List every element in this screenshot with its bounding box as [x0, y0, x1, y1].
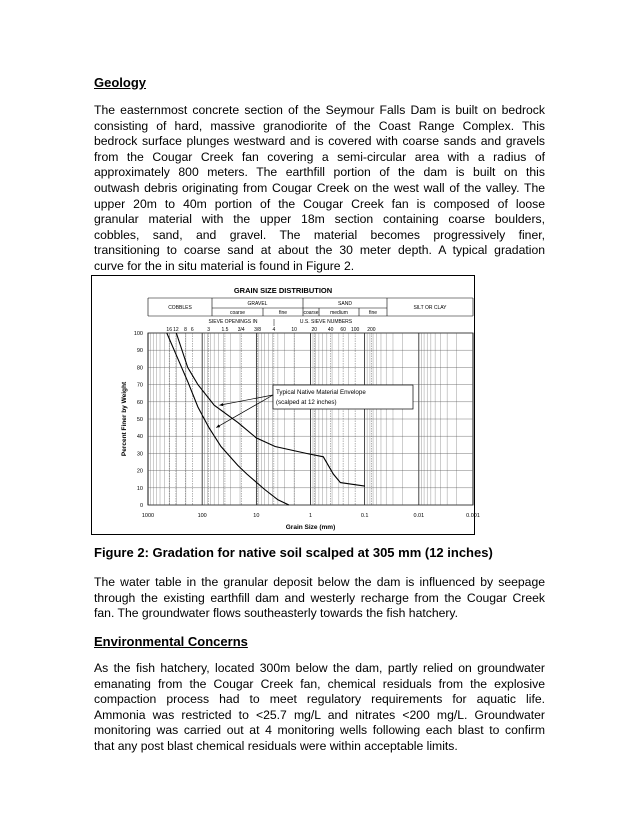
class-gravel-fine-label: fine [278, 310, 288, 316]
paragraph-line: curve for the in situ material is found in Figure 2. [94, 258, 355, 273]
sieve-inch-label: 12 [173, 327, 179, 333]
paragraph-line: granular material with the upper 18m section containing coarse boulders, [94, 212, 545, 227]
sieve-number-label: 4 [272, 327, 276, 333]
sieve-number-label: 60 [340, 327, 346, 333]
paragraph-line: upper 20m to 40m portion of the Cougar Creek fan is composed of loose [94, 196, 545, 211]
section-heading-geology: Geology [94, 75, 147, 90]
paragraph-line: outwash debris originating from Cougar Creek on the west wall of the valley. The [94, 180, 545, 195]
y-tick-label: 100 [133, 331, 143, 337]
x-tick-label: 100 [197, 513, 207, 519]
class-sand-medium-label: medium [330, 310, 348, 316]
figure-caption: Figure 2: Gradation for native soil scalped at 305 mm (12 inches) [94, 545, 493, 560]
paragraph-line: consisting of hard, massive granodiorite of the Coast Range Complex. This [94, 118, 545, 133]
paragraph-line: bedrock surface plunges westward and is covered with coarse sands and gravels [94, 134, 545, 149]
paragraph-line: compaction process had to meet regulatory requirements for aquatic life. [94, 692, 545, 707]
sieve-inch-label: 3/4 [237, 327, 245, 333]
sieve-openings-label: SIEVE OPENINGS IN [208, 319, 258, 325]
paragraph-line: transitioning to coarse sand at about the 30 meter depth. A typical gradation [94, 243, 545, 258]
y-tick-label: 60 [136, 399, 143, 406]
paragraph-line: emanating from the Cougar Creek fan, chemical residuals from the explosive [94, 676, 545, 691]
paragraph-line: fan. The groundwater flows southeasterly towards the fish hatchery. [94, 606, 459, 621]
x-tick-label: 0.1 [360, 513, 369, 519]
class-sand-fine-label: fine [368, 310, 378, 316]
y-tick-label: 30 [136, 451, 143, 458]
sieve-inch-label: 8 [184, 327, 187, 333]
annotation-line-1: Typical Native Material Envelope [276, 389, 366, 396]
sieve-number-label: 100 [350, 327, 360, 333]
paragraph-line: from the Cougar Creek fan covering a semi-circular area with a radius of [94, 149, 545, 164]
x-tick-label: 1 [308, 513, 313, 519]
us-sieve-numbers-label: U.S. SIEVE NUMBERS [299, 319, 353, 325]
y-tick-label: 90 [136, 348, 143, 355]
paragraph-geology [94, 103, 545, 275]
class-cobbles-label: COBBLES [168, 305, 192, 311]
paragraph-line: As the fish hatchery, located 300m below the dam, partly relied on groundwater [94, 661, 545, 675]
sieve-inch-label: 3/8 [254, 327, 262, 333]
class-sand-coarse-label: coarse [303, 310, 319, 316]
paragraph-line: Ammonia was restricted to <25.7 mg/L and nitrates <200 mg/L. Groundwater [94, 707, 545, 722]
y-axis-label: Percent Finer by Weight [121, 381, 128, 457]
x-tick-label: 10 [253, 513, 260, 519]
y-tick-label: 80 [136, 365, 143, 372]
paragraph-line: monitoring was carried out at 4 monitoring wells following each blast to confirm [94, 723, 545, 738]
paragraph-line: approximately 800 meters. The earthfill portion of the dam is built on this [94, 165, 545, 180]
class-sand-label: SAND [338, 301, 352, 307]
sieve-number-label: 10 [291, 327, 297, 333]
y-tick-label: 70 [136, 382, 143, 389]
paragraph-water-table [94, 575, 545, 622]
sieve-number-label: 40 [327, 327, 334, 333]
grain-size-chart [91, 275, 480, 535]
y-tick-label: 10 [136, 485, 143, 492]
x-tick-label: 0.001 [466, 513, 480, 519]
paragraph-environmental [94, 661, 545, 755]
x-axis-label: Grain Size (mm) [285, 524, 336, 531]
sieve-inch-label: 3 [207, 327, 211, 333]
paragraph-line: The water table in the granular deposit below the dam is influenced by seepage [94, 575, 545, 589]
class-gravel-label: GRAVEL [247, 301, 268, 307]
sieve-inch-label: 16 [166, 327, 172, 333]
section-heading-environmental: Environmental Concerns [94, 634, 248, 649]
paragraph-line: through the existing earthfill dam and westerly recharge from the Cougar Creek [94, 590, 545, 605]
y-tick-label: 0 [139, 503, 143, 509]
annotation-line-2: (scalped at 12 inches) [276, 399, 337, 406]
paragraph-line: cobbles, sand, and gravel. The material becomes progressively finer, [94, 227, 545, 242]
y-tick-label: 20 [136, 468, 143, 475]
class-silt-clay-label: SILT OR CLAY [413, 305, 447, 311]
sieve-inch-label: 1.5 [221, 327, 229, 333]
y-tick-label: 50 [136, 417, 143, 423]
class-gravel-coarse-label: coarse [229, 310, 246, 316]
chart-title: GRAIN SIZE DISTRIBUTION [233, 286, 333, 295]
sieve-number-label: 200 [367, 327, 376, 333]
paragraph-line: that any post blast chemical residuals were within acceptable limits. [94, 738, 458, 753]
sieve-inch-label: 6 [190, 327, 194, 333]
x-tick-label: 1000 [141, 513, 155, 519]
y-tick-label: 40 [136, 434, 143, 441]
x-tick-label: 0.01 [413, 513, 425, 519]
sieve-number-label: 20 [311, 327, 318, 333]
paragraph-line: The easternmost concrete section of the Seymour Falls Dam is built on bedrock [94, 103, 545, 117]
